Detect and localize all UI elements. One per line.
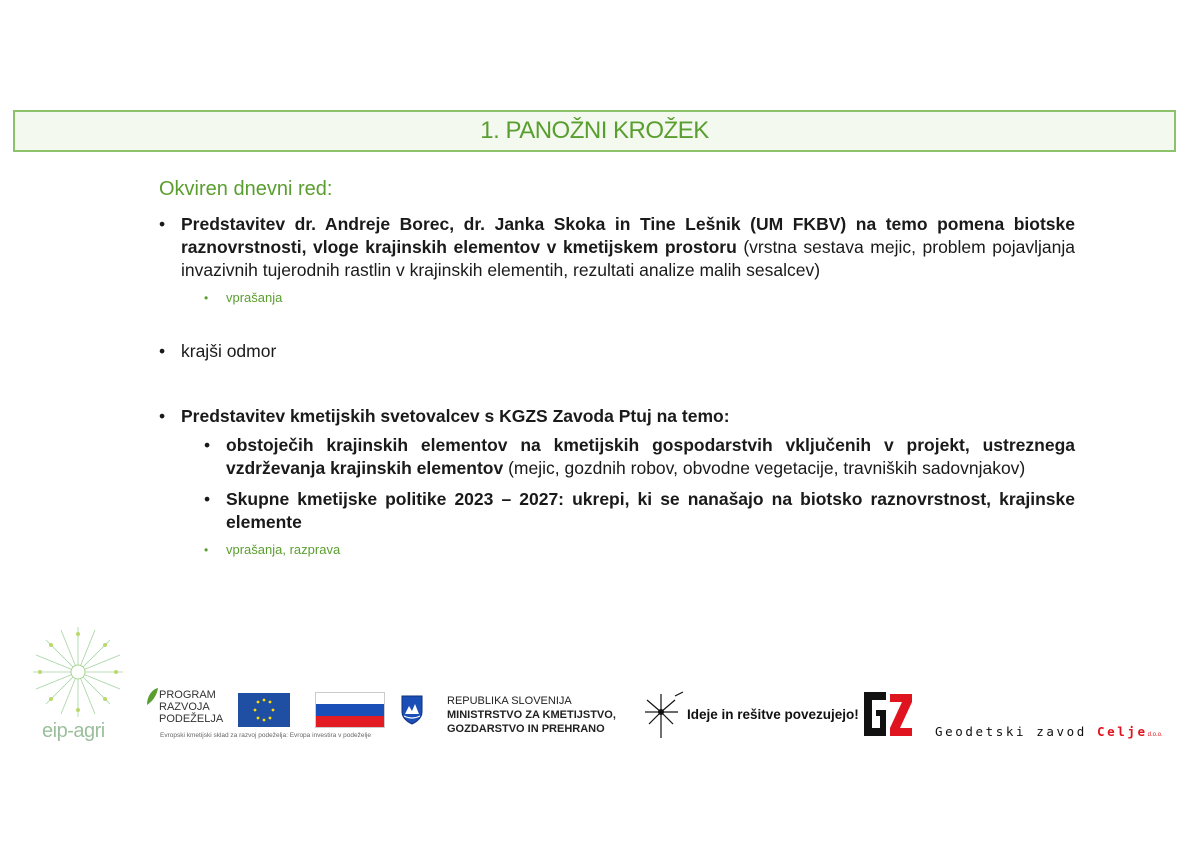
slovenia-flag-icon — [315, 692, 385, 728]
program-text — [159, 689, 223, 725]
bullet-icon: • — [204, 489, 211, 509]
item2-text: krajši odmor — [181, 341, 277, 361]
gz-logo-icon — [862, 690, 914, 738]
gz-red-text: Celje — [1097, 724, 1148, 739]
bullet-icon: • — [159, 406, 166, 426]
eip-agri-text: eip-agri — [42, 720, 105, 742]
agenda-item-presentation-um — [159, 213, 1075, 282]
item3-subitem-cap — [204, 488, 1075, 534]
item1-bold-text: Predstavitev dr. Andreje Borec, dr. Janka Skoka in Tine Lešnik (UM FKBV) na temo pomena biotske raznovrstnosti, vloge krajinskih elementov v kmetijskem prostoru — [181, 214, 1075, 257]
eu-flag-icon — [238, 693, 290, 727]
item3-questions — [204, 540, 1075, 560]
dandelion-icon — [645, 690, 685, 740]
gz-small-text: d.o.o. — [1147, 732, 1163, 738]
eip-agri-logo — [28, 622, 128, 757]
bullet-icon: • — [159, 214, 166, 234]
bullet-icon: • — [204, 291, 209, 305]
item1-normal-text: (vrstna sestava mejic, problem pojavljanja invazivnih tujerodnih rastlin v krajinskih elementih, rezultati analize malih sesalcev) — [181, 237, 1075, 280]
page-title: 1. PANOŽNI KROŽEK — [480, 117, 709, 144]
program-line-1: PROGRAM — [159, 689, 216, 701]
item1-questions — [204, 288, 1075, 308]
leaf-icon — [145, 687, 159, 707]
agenda-item-presentation-kgzs — [159, 405, 1075, 428]
program-footer-text: Evropski kmetijski sklad za razvoj podeželja: Evropa investira v podeželje — [160, 732, 371, 739]
item3-subitem-elements — [204, 434, 1075, 480]
item1-questions-text: vprašanja — [226, 290, 283, 305]
item3-questions-text: vprašanja, razprava — [226, 542, 341, 557]
program-line-2: RAZVOJA — [159, 701, 210, 713]
ministry-logo — [400, 692, 625, 740]
agenda-item-break — [159, 340, 1075, 363]
geodetski-zavod-celje-logo — [935, 723, 1163, 743]
program-razvoja-logo — [145, 687, 390, 743]
program-line-3: PODEŽELJA — [159, 713, 224, 725]
sub1-bold-text: obstoječih krajinskih elementov na kmetijskih gospodarstvih vključenih v projekt, ustreznega vzdrževanja krajinskih elementov — [226, 435, 1075, 478]
slovenia-coat-of-arms-icon — [400, 694, 424, 726]
ministry-line-3: GOZDARSTVO IN PREHRANO — [447, 723, 605, 735]
ministry-line-1: REPUBLIKA SLOVENIJA — [447, 695, 572, 707]
sub1-normal-text: (mejic, gozdnih robov, obvodne vegetacije, travniških sadovnjakov) — [503, 458, 1026, 478]
ministry-text — [447, 694, 616, 736]
ideje-text: Ideje in rešitve povezujejo! — [687, 707, 859, 722]
ministry-line-2: MINISTRSTVO ZA KMETIJSTVO, — [447, 709, 616, 721]
agenda-content — [159, 178, 1075, 560]
bullet-icon: • — [204, 543, 209, 557]
sub2-bold-text: Skupne kmetijske politike 2023 – 2027: ukrepi, ki se nanašajo na biotsko raznovrstnost, krajinske elemente — [226, 489, 1075, 532]
ideje-logo — [645, 690, 859, 740]
item3-bold-text: Predstavitev kmetijskih svetovalcev s KGZS Zavoda Ptuj na temo: — [181, 406, 730, 426]
eip-burst-icon — [28, 622, 128, 722]
bullet-icon: • — [204, 435, 211, 455]
agenda-subtitle: Okviren dnevni red: — [159, 178, 333, 200]
bullet-icon: • — [159, 341, 166, 361]
title-banner — [13, 110, 1176, 152]
gz-main-text: Geodetski zavod — [935, 724, 1098, 739]
